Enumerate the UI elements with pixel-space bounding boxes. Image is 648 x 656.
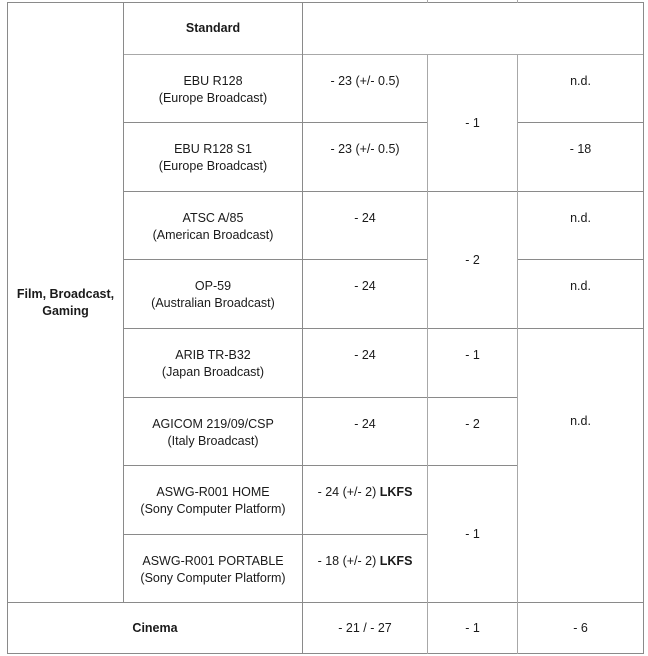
standard-cell <box>124 123 302 191</box>
standard-region: (Sony Computer Platform) <box>140 571 286 585</box>
standard-name: ATSC A/85 <box>182 211 244 225</box>
target-unit: LKFS <box>379 485 413 499</box>
table-bottom-border <box>7 653 644 654</box>
lra-cell <box>518 192 643 259</box>
peak-value: - 2 <box>465 417 480 431</box>
peak-cell <box>428 329 517 397</box>
target-cell <box>303 466 427 534</box>
category-label: Film, Broadcast, Gaming <box>16 286 115 318</box>
peak-cell <box>428 398 517 465</box>
lra-value: n.d. <box>570 211 591 225</box>
standard-region: (American Broadcast) <box>152 228 274 242</box>
standard-name: ASWG-R001 HOME <box>156 485 270 499</box>
target-cell <box>303 260 427 328</box>
peak-cell <box>428 192 517 328</box>
target-value: - 24 <box>354 279 376 293</box>
standard-region: (Australian Broadcast) <box>151 296 275 310</box>
lra-cell <box>518 260 643 328</box>
standard-name: OP-59 <box>194 279 232 293</box>
cinema-label-cell <box>8 603 302 653</box>
target-cell <box>303 329 427 397</box>
lra-cell <box>518 123 643 191</box>
standard-cell <box>124 466 302 534</box>
standard-region: (Italy Broadcast) <box>167 434 259 448</box>
cinema-lra: - 6 <box>573 620 588 635</box>
target-cell <box>303 398 427 465</box>
cinema-target: - 21 / - 27 <box>338 620 392 635</box>
col-divider <box>427 0 428 3</box>
standard-cell <box>124 535 302 602</box>
standard-cell <box>124 260 302 328</box>
standard-region: (Japan Broadcast) <box>161 365 265 379</box>
target-value: - 24 <box>354 348 376 362</box>
standard-name: EBU R128 S1 <box>174 142 252 156</box>
target-unit: LKFS <box>379 554 413 568</box>
cinema-peak-cell <box>428 603 517 653</box>
target-cell <box>303 55 427 122</box>
peak-cell <box>428 55 517 191</box>
lra-value: n.d. <box>570 414 591 428</box>
standard-name: ASWG-R001 PORTABLE <box>142 554 284 568</box>
lra-value: n.d. <box>570 74 591 88</box>
cinema-lra-cell <box>518 603 643 653</box>
standard-name: ARIB TR-B32 <box>175 348 251 362</box>
cinema-target-cell <box>303 603 427 653</box>
target-cell <box>303 535 427 602</box>
header-standard-label: Standard <box>185 21 241 35</box>
target-value: - 23 (+/- 0.5) <box>330 74 400 88</box>
header-standard <box>124 3 302 54</box>
target-value: - 18 (+/- 2) <box>317 554 377 568</box>
col-divider <box>517 0 518 3</box>
peak-value: - 1 <box>465 348 480 362</box>
peak-cell <box>428 466 517 602</box>
standard-cell <box>124 192 302 259</box>
target-value: - 24 <box>354 211 376 225</box>
standard-region: (Sony Computer Platform) <box>140 502 286 516</box>
peak-value: - 2 <box>465 252 480 267</box>
standard-name: AGICOM 219/09/CSP <box>152 417 274 431</box>
target-cell <box>303 123 427 191</box>
target-value-group <box>318 484 413 501</box>
target-value: - 23 (+/- 0.5) <box>330 142 400 156</box>
cinema-label: Cinema <box>132 620 178 635</box>
lra-value: n.d. <box>570 279 591 293</box>
target-value: - 24 (+/- 2) <box>317 485 377 499</box>
target-value-group <box>318 553 413 570</box>
standard-cell <box>124 329 302 397</box>
standard-cell <box>124 55 302 122</box>
table-right-border <box>643 2 644 654</box>
standard-region: (Europe Broadcast) <box>158 91 268 105</box>
cinema-peak: - 1 <box>465 620 480 635</box>
category-film-broadcast-gaming <box>8 3 123 602</box>
target-cell <box>303 192 427 259</box>
target-value: - 24 <box>354 417 376 431</box>
standard-region: (Europe Broadcast) <box>158 159 268 173</box>
lra-cell <box>518 329 643 514</box>
lra-value: - 18 <box>569 142 592 156</box>
standard-cell <box>124 398 302 465</box>
standard-name: EBU R128 <box>183 74 243 88</box>
peak-value: - 1 <box>465 115 480 130</box>
peak-value: - 1 <box>465 526 480 541</box>
lra-cell <box>518 55 643 122</box>
